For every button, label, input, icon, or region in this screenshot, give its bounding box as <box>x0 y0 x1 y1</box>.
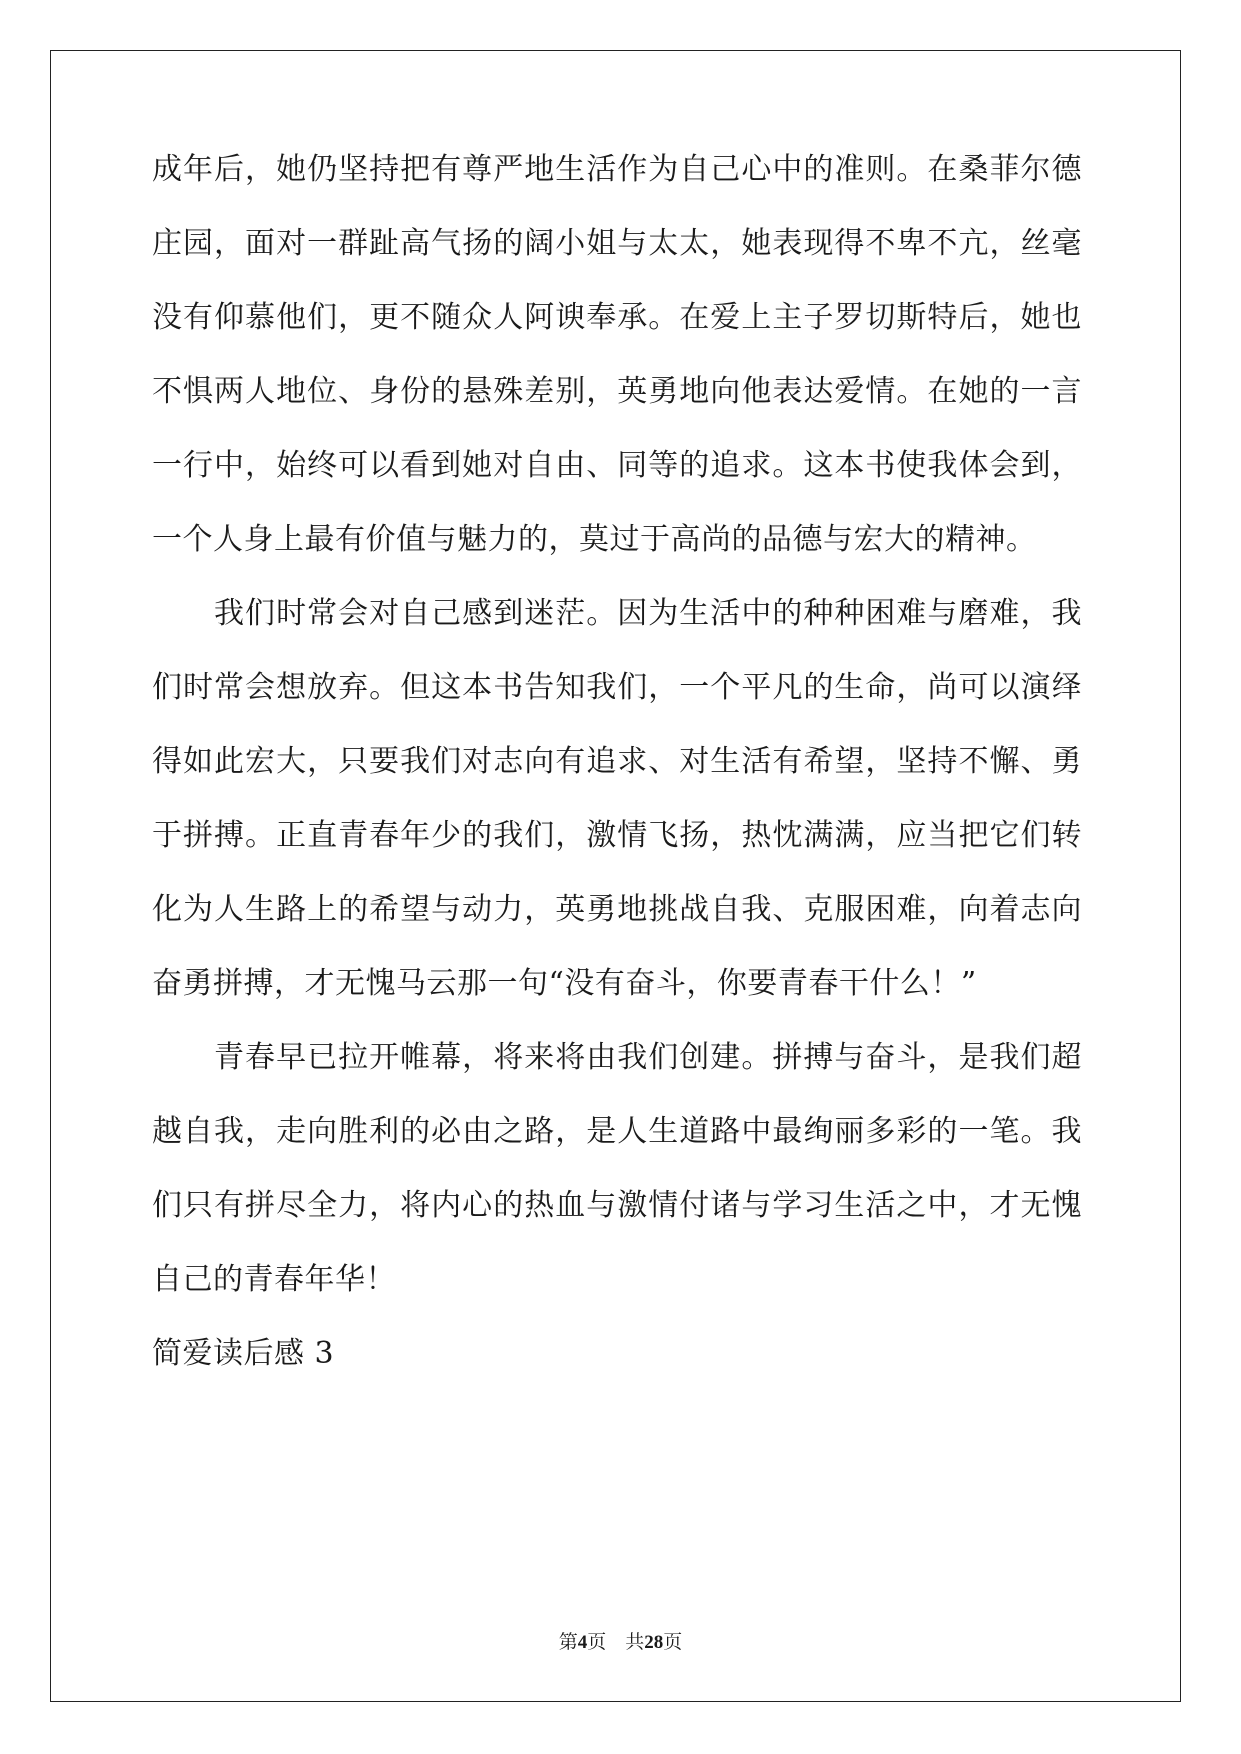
footer-suffix: 页 <box>663 1631 683 1653</box>
page-footer <box>0 1630 1241 1655</box>
footer-total-pages: 28 <box>644 1632 664 1653</box>
body-line-13: 青春早已拉开帷幕，将来将由我们创建。拼搏与奋斗，是我们超 <box>152 1040 1082 1075</box>
footer-prefix: 第 <box>558 1631 578 1653</box>
body-line-16: 自己的青春年华！ <box>152 1262 396 1297</box>
body-line-9: 得如此宏大，只要我们对志向有追求、对生活有希望，坚持不懈、勇 <box>152 744 1082 779</box>
body-line-2: 庄园，面对一群趾高气扬的阔小姐与太太，她表现得不卑不亢，丝毫 <box>152 226 1082 261</box>
body-line-4: 不惧两人地位、身份的悬殊差别，英勇地向他表达爱情。在她的一言 <box>152 374 1082 409</box>
footer-mid: 页 共 <box>587 1631 645 1653</box>
body-line-1: 成年后，她仍坚持把有尊严地生活作为自己心中的准则。在桑菲尔德 <box>152 152 1082 187</box>
body-line-14: 越自我，走向胜利的必由之路，是人生道路中最绚丽多彩的一笔。我 <box>152 1114 1082 1149</box>
body-line-7: 我们时常会对自己感到迷茫。因为生活中的种种困难与磨难，我 <box>152 596 1082 631</box>
body-line-3: 没有仰慕他们，更不随众人阿谀奉承。在爱上主子罗切斯特后，她也 <box>152 300 1082 335</box>
section-heading: 简爱读后感 3 <box>152 1336 335 1371</box>
body-line-5: 一行中，始终可以看到她对自由、同等的追求。这本书使我体会到， <box>152 448 1082 483</box>
body-line-10: 于拼搏。正直青春年少的我们，激情飞扬，热忱满满，应当把它们转 <box>152 818 1082 853</box>
body-line-6: 一个人身上最有价值与魅力的，莫过于高尚的品德与宏大的精神。 <box>152 522 1037 557</box>
footer-page-number: 4 <box>577 1632 588 1653</box>
body-line-15: 们只有拼尽全力，将内心的热血与激情付诸与学习生活之中，才无愧 <box>152 1188 1082 1223</box>
body-line-12: 奋勇拼搏，才无愧马云那一句“没有奋斗，你要青春干什么！” <box>152 966 977 1001</box>
body-line-8: 们时常会想放弃。但这本书告知我们，一个平凡的生命，尚可以演绎 <box>152 670 1082 705</box>
body-line-11: 化为人生路上的希望与动力，英勇地挑战自我、克服困难，向着志向 <box>152 892 1082 927</box>
